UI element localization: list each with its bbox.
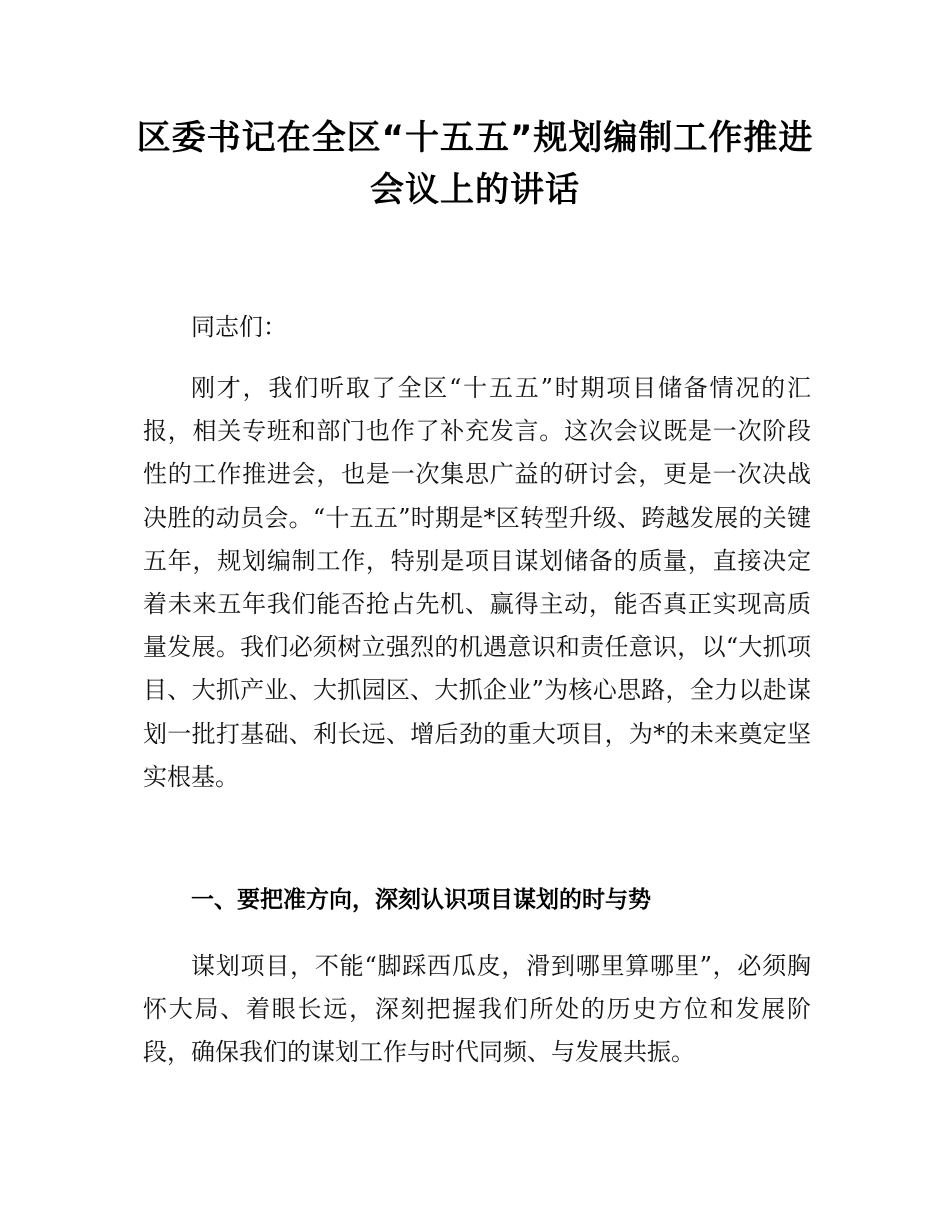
section-heading: 一、要把准方向，深刻认识项目谋划的时与势 xyxy=(191,887,651,913)
document-title: 区委书记在全区“十五五”规划编制工作推进会议上的讲话 xyxy=(136,118,814,210)
body-paragraph: 刚才，我们听取了全区“十五五”时期项目储备情况的汇报，相关专班和部门也作了补充发言。这次会议既是一次阶段性的工作推进会，也是一次集思广益的研讨会，更是一次决战决胜的动员会。“十五五”时期是*区转型升级、跨越发展的关键五年，规划编制工作，特别是项目谋划储备的质量，直接决定着未来五年我们能否抢占先机、赢得主动，能否真正实现高质量发展。我们必须树立强烈的机遇意识和责任意识，以“大抓项目、大抓产业、大抓园区、大抓企业”为核心思路，全力以赴谋划一批打基础、利长远、增后劲的重大项目，为*的未来奠定坚实根基。 xyxy=(143,374,811,791)
salutation: 同志们： xyxy=(191,313,287,341)
section-paragraph: 谋划项目，不能“脚踩西瓜皮，滑到哪里算哪里”，必须胸怀大局、着眼长远，深刻把握我们所处的历史方位和发展阶段，确保我们的谋划工作与时代同频、与发展共振。 xyxy=(143,952,811,1067)
